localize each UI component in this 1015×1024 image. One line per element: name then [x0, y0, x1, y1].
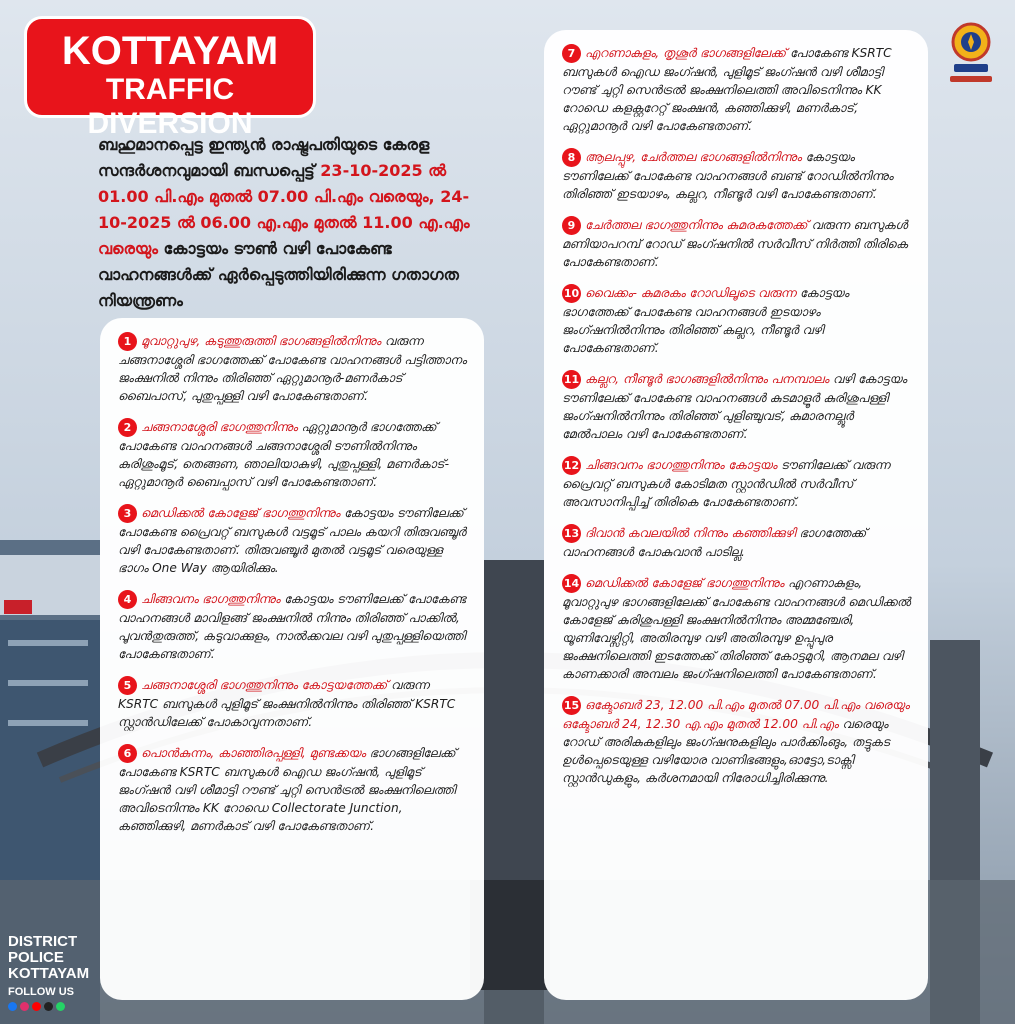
- diversion-item: [562, 370, 912, 443]
- diversion-item: [562, 456, 912, 511]
- item-place: ദിവാൻ കവലയിൽ നിന്നും കഞ്ഞിക്കുഴി: [585, 526, 796, 540]
- facebook-icon[interactable]: [8, 1002, 17, 1011]
- item-place: ആലപ്പുഴ, ചേർത്തല ഭാഗങ്ങളിൽനിന്നും: [585, 150, 802, 164]
- diversion-item: [118, 744, 468, 835]
- footer-line2: POLICE: [8, 949, 64, 966]
- item-place: വൈക്കം- കുമരകം റോഡിലൂടെ വരുന്ന: [585, 286, 797, 300]
- item-text: വരെയും റോഡ് അരികുകളിലും ജംഗ്ഷനുകളിലും പാർക്കിംങും, തട്ടുകട ഉൾപ്പെടെയുള്ള വഴിയോര വാണിഭങ്ങളും,ഓട്ടോ,ടാക്സി സ്റ്റാൻഡുകളും, കർശനമായി നിരോധിച്ചിരിക്കുന്നു.: [562, 717, 890, 785]
- item-number-badge: 2: [118, 418, 137, 437]
- item-place: ചിങ്ങവനം ഭാഗത്തുനിന്നും കോട്ടയം: [585, 458, 778, 472]
- diversion-item: [118, 676, 468, 731]
- title-line1: KOTTAYAM: [61, 29, 279, 73]
- intro-part3: കോട്ടയം ടൗൺ വഴി പോകേണ്ട വാഹനങ്ങൾക്ക് ഏർപ്പെടുത്തിയിരിക്കുന്ന ഗതാഗത നിയന്ത്രണം: [98, 239, 459, 310]
- diversion-item: [562, 696, 912, 787]
- item-number-badge: 9: [562, 216, 581, 235]
- diversion-item: [562, 524, 912, 561]
- youtube-icon[interactable]: [32, 1002, 41, 1011]
- item-number-badge: 7: [562, 44, 581, 63]
- item-text: ഭാഗങ്ങളിലേക്ക് പോകേണ്ട KSRTC ബസുകൾ ഐഡ ജംഗ്ഷൻ, പുളിമൂട് ജംഗ്ഷൻ വഴി ശീമാട്ടി റൗണ്ട് ചുറ്റി സെൻട്രൽ ജംക്ഷനിലെത്തി അവിടെനിന്നും KK റോഡെ Collectorate Junction, കഞ്ഞിക്കുഴി, മണർകാട് വഴി പോകേണ്ടതാണ്.: [118, 746, 456, 833]
- item-text: വരുന്ന KSRTC ബസുകൾ പുളിമൂട് ജംക്ഷനിൽനിന്നും തിരിഞ്ഞ് KSRTC സ്റ്റാൻഡിലേക്ക് പോകാവുന്നതാണ്.: [118, 678, 456, 729]
- whatsapp-icon[interactable]: [56, 1002, 65, 1011]
- item-text: വരുന്ന ചങ്ങനാശ്ശേരി ഭാഗത്തേക്ക് പോകേണ്ട വാഹനങ്ങൾ പട്ടിത്താനം ജംക്ഷനിൽ നിന്നും തിരിഞ്ഞ് ഏറ്റുമാനൂർ-മണർകാട് ബൈപാസ്, പുതുപ്പള്ളി വഴി പോകേണ്ടതാണ്.: [118, 334, 467, 403]
- item-text: ടൗണിലേക്ക് വരുന്ന പ്രൈവറ്റ് ബസുകൾ കോടിമത സ്റ്റാൻഡിൽ സർവീസ് അവസാനിപ്പിച്ച് തിരികെ പോകേണ്ടതാണ്.: [562, 458, 890, 509]
- right-diversion-card: [544, 30, 928, 1000]
- diversion-item: [562, 216, 912, 271]
- item-number-badge: 11: [562, 370, 581, 389]
- diversion-item: [118, 504, 468, 577]
- diversion-item: [562, 284, 912, 357]
- item-text: എറണാകുളം, മൂവാറ്റുപുഴ ഭാഗങ്ങളിലേക്ക് പോകേണ്ട വാഹനങ്ങൾ മെഡിക്കൽ കോളേജ് കുരിശുപള്ളി ജംക്ഷനിൽനിന്നും അമ്മഞ്ചേരി, യൂണിവേഴ്സിറ്റി, അതിരമ്പുഴ വഴി അതിരമ്പുഴ ഉപ്പുപുര ജംക്ഷനിലെത്തി ഇടത്തേക്ക് തിരിഞ്ഞ് കോട്ടമുറി, ആനമല വഴി കാണക്കാരി അമ്പലം ജംഗ്ഷനിലെത്തി പോകേണ്ടതാണ്.: [562, 576, 911, 681]
- footer-follow: FOLLOW US: [8, 986, 74, 998]
- item-number-badge: 3: [118, 504, 137, 523]
- intro-part1: ബഹുമാനപ്പെട്ട ഇന്ത്യൻ രാഷ്ട്രപതിയുടെ കേരള സന്ദർശനവുമായി ബന്ധപ്പെട്ട്: [98, 135, 430, 180]
- item-place: മൂവാറ്റുപുഴ, കടുത്തുരുത്തി ഭാഗങ്ങളിൽനിന്നും: [141, 334, 382, 348]
- item-text: ഭാഗത്തേക്ക് വാഹനങ്ങൾ പോകുവാൻ പാടില്ല.: [562, 526, 867, 559]
- item-text: കോട്ടയം ടൗണിലേക്ക് പോകേണ്ട വാഹനങ്ങൾ ബണ്ട് റോഡിൽനിന്നും തിരിഞ്ഞ് ഇടയാഴം, കല്ലറ, നീണ്ടൂർ വഴി പോകേണ്ടതാണ്.: [562, 150, 894, 201]
- intro-text: [98, 132, 498, 314]
- diversion-item: [562, 44, 912, 135]
- item-place: മെഡിക്കൽ കോളേജ് ഭാഗത്തുനിന്നും: [585, 576, 785, 590]
- item-number-badge: 10: [562, 284, 581, 303]
- item-number-badge: 8: [562, 148, 581, 167]
- item-place: എറണാകുളം, തൃശൂർ ഭാഗങ്ങളിലേക്ക്: [585, 46, 786, 60]
- item-place: ചിങ്ങവനം ഭാഗത്തുനിന്നും: [141, 592, 281, 606]
- social-icons: [8, 1002, 89, 1011]
- item-number-badge: 4: [118, 590, 137, 609]
- diversion-item: [118, 332, 468, 405]
- item-text: കോട്ടയം ടൗണിലേക്ക് പോകേണ്ട വാഹനങ്ങൾ മാവിളങ്ങ് ജംക്ഷനിൽ നിന്നും തിരിഞ്ഞ് പാക്കിൽ, പൂവൻതുരുത്ത്, കടുവാക്കുളം, നാൽക്കവല വഴി പുതുപ്പള്ളിയെത്തി പോകേണ്ടതാണ്.: [118, 592, 466, 661]
- item-place: ചങ്ങനാശ്ശേരി ഭാഗത്തുനിന്നും: [141, 420, 298, 434]
- diversion-item: [562, 148, 912, 203]
- footer-line1: DISTRICT: [8, 933, 78, 950]
- title-banner: [24, 16, 316, 140]
- item-text: ഏറ്റുമാനൂർ ഭാഗത്തേക്ക് പോകേണ്ട വാഹനങ്ങൾ ചങ്ങനാശ്ശേരി ടൗണിൽനിന്നും കുരിശുംമൂട്, തെങ്ങണ, ഞാലിയാകുഴി, പുതുപ്പള്ളി, മണർകാട്- ഏറ്റുമാനൂർ ബൈപ്പാസ് വഴി പോകേണ്ടതാണ്.: [118, 420, 449, 489]
- item-place: ഒക്ടോബർ 23, 12.00 പി.എം മുതൽ 07.00 പി.എം വരെയും ഒക്ടോബർ 24, 12.30 എ.എം മുതൽ 12.00 പി.എം: [562, 698, 910, 731]
- item-text: വഴി കോട്ടയം ടൗണിലേക്ക് പോകേണ്ട വാഹനങ്ങൾ കുടമാളൂർ കുരിശുപള്ളി ജംഗ്ഷനിൽനിന്നും തിരിഞ്ഞ് പുളിഞ്ചുവട്, കുമാരനല്ലൂർ മേൽപാലം വഴി പോകേണ്ടതാണ്.: [562, 372, 907, 441]
- item-place: ചേർത്തല ഭാഗത്തുനിന്നും കുമരകത്തേക്ക്: [585, 218, 808, 232]
- item-number-badge: 6: [118, 744, 137, 763]
- item-place: പൊൻകുന്നം, കാഞ്ഞിരപ്പള്ളി, മുണ്ടക്കയം: [141, 746, 366, 760]
- item-text: കോട്ടയം ടൗണിലേക്ക് പോകേണ്ട പ്രൈവറ്റ് ബസുകൾ വട്ടമൂട് പാലം കയറി തിരുവഞ്ചൂർ വഴി പോകേണ്ടതാണ്. തിരുവഞ്ചൂർ മുതൽ വട്ടമൂട് വരെയുള്ള ഭാഗം One Way ആയിരിക്കും.: [118, 506, 466, 575]
- diversion-item: [118, 418, 468, 491]
- threads-icon[interactable]: [44, 1002, 53, 1011]
- item-text: കോട്ടയം ഭാഗത്തേക്ക് പോകേണ്ട വാഹനങ്ങൾ ഇടയാഴം ജംഗ്ഷനിൽനിന്നും തിരിഞ്ഞ് കല്ലറ, നീണ്ടൂർ വഴി പോകേണ്ടതാണ്.: [562, 286, 849, 355]
- item-number-badge: 1: [118, 332, 137, 351]
- item-number-badge: 12: [562, 456, 581, 475]
- intro-dates: 23-10-2025 ൽ 01.00 പി.എം മുതൽ 07.00 പി.എം വരെയും, 24-10-2025 ൽ 06.00 എ.എം മുതൽ 11.00 എ.എം വരെയും: [98, 161, 470, 258]
- diversion-item: [562, 574, 912, 683]
- item-place: കല്ലറ, നീണ്ടൂർ ഭാഗങ്ങളിൽനിന്നും പനമ്പാലം: [585, 372, 829, 386]
- item-text: വരുന്ന ബസുകൾ മണിയാപറമ്പ് റോഡ് ജംഗ്ഷനിൽ സർവീസ് നിർത്തി തിരികെ പോകേണ്ടതാണ്.: [562, 218, 908, 269]
- item-number-badge: 15: [562, 696, 581, 715]
- kerala-police-emblem-icon: [948, 20, 994, 84]
- item-number-badge: 13: [562, 524, 581, 543]
- title-line2: TRAFFIC DIVERSION: [87, 73, 253, 140]
- left-diversion-card: [100, 318, 484, 1000]
- item-place: ചങ്ങനാശ്ശേരി ഭാഗത്തുനിന്നും കോട്ടയത്തേക്ക്: [141, 678, 388, 692]
- item-number-badge: 14: [562, 574, 581, 593]
- footer-branding: [8, 934, 89, 1011]
- instagram-icon[interactable]: [20, 1002, 29, 1011]
- item-text: പോകേണ്ട KSRTC ബസുകൾ ഐഡ ജംഗ്ഷൻ, പുളിമൂട് ജംഗ്ഷൻ വഴി ശീമാട്ടി റൗണ്ട് ചുറ്റി സെൻട്രൽ ജംക്ഷനിലെത്തി അവിടെനിന്നും KK റോഡെ കളക്റ്ററേറ്റ് ജംക്ഷൻ, കഞ്ഞിക്കുഴി, മണർകാട്, ഏറ്റുമാനൂർ വഴി പോകേണ്ടതാണ്.: [562, 46, 892, 133]
- diversion-item: [118, 590, 468, 663]
- item-number-badge: 5: [118, 676, 137, 695]
- footer-line3: KOTTAYAM: [8, 965, 90, 982]
- item-place: മെഡിക്കൽ കോളേജ് ഭാഗത്തുനിന്നും: [141, 506, 341, 520]
